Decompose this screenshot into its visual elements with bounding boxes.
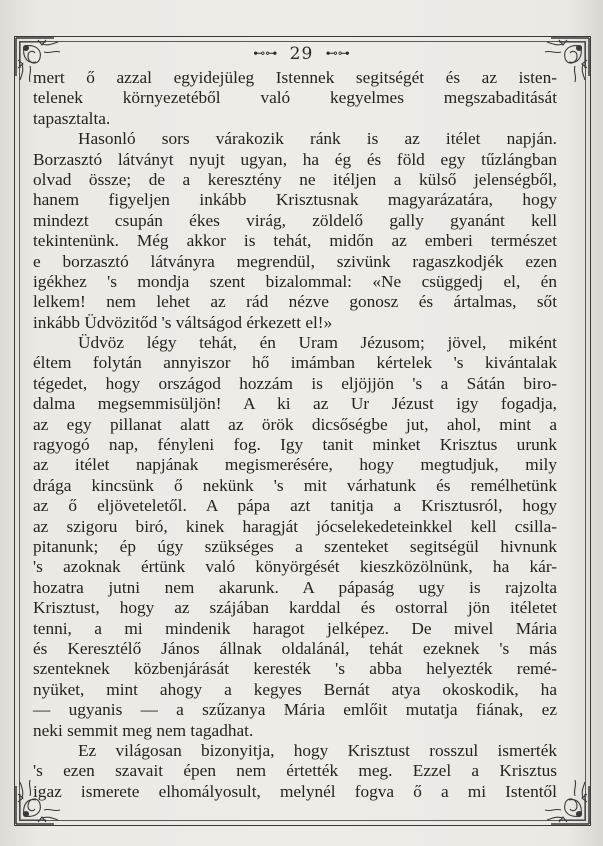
text-line: nyüket, mint ahogy a kegyes Bernát atya okoskodik, ha — [33, 679, 557, 699]
text-line: az szigoru biró, kinek haragját jócselekedeteinkkel kell csilla- — [33, 516, 557, 536]
text-line: mindezt csupán ékes virág, zöldelő gally gyanánt kell — [33, 210, 557, 230]
text-line: és Keresztélő János állnak oldalánál, tehát ezeknek 's más — [33, 638, 557, 658]
header-ornament-right-icon: ⊷⊶ — [325, 46, 350, 60]
text-line: 's ezen szavait épen nem értették meg. Ezzel a Krisztus — [33, 761, 557, 781]
text-line: tenni, a mi mindenik haragot jelképez. De mivel Mária — [33, 618, 557, 638]
text-line: éltem folytán annyiszor hő imámban kértelek 's kivántalak — [33, 353, 557, 373]
text-line: mert ő azzal egyidejüleg Istennek segitségét és az isten- — [33, 68, 557, 87]
text-line: 's azoknak értünk való könyörgését kieszközölnünk, ha kár- — [33, 557, 557, 577]
body-text — [33, 68, 557, 802]
text-line: igaz ismerete elhomályosult, melynél fogva ő a mi Istentől — [33, 781, 557, 801]
page-header — [0, 44, 603, 64]
text-line: szenteknek közbenjárását keresték 's abba helyezték remé- — [33, 659, 557, 679]
text-line: olvad össze; de a keresztény ne itéljen a külső jelenségből, — [33, 169, 557, 189]
text-line: tekintenünk. Még akkor is tehát, midőn az emberi természet — [33, 231, 557, 251]
text-line: az itélet napjának megismerésére, hogy megtudjuk, mily — [33, 455, 557, 475]
text-line: tapasztalta. — [33, 108, 111, 128]
text-line: Krisztust, hogy az szájában karddal és ostorral jön itéletet — [33, 598, 557, 618]
text-line: Üdvöz légy tehát, én Uram Jézusom; jövel, miként — [78, 333, 557, 353]
text-line: inkább Üdvözitőd 's váltságod érkezett el!» — [33, 312, 333, 332]
text-line: hozatra jutni nem akarunk. A pápaság ugy is rajzolta — [33, 577, 557, 597]
text-line: az ő eljöveteletől. A pápa azt tanitja a Krisztusról, hogy — [33, 496, 557, 516]
page-number: 29 — [289, 44, 314, 64]
text-line: az egy pillanat alatt az örök dicsőségbe jut, ahol, mint a — [33, 414, 557, 434]
text-line: e borzasztó látványra megrendül, szivünk ragaszkodjék ezen — [33, 251, 557, 271]
text-line: Hasonló sors várakozik ránk is az itélet napján. — [78, 129, 557, 149]
text-line: pitanunk; ép úgy szükséges a szenteket segitségül hivnunk — [33, 536, 557, 556]
text-line: ragyogó nap, fényleni fog. Igy tanit minket Krisztus urunk — [33, 435, 557, 455]
text-line: igékhez 's mondja szent bizalommal: «Ne csüggedj el, én — [33, 271, 557, 291]
text-line: Ez világosan bizonyitja, hogy Krisztust rosszul ismerték — [78, 740, 557, 760]
header-ornament-left-icon: ⊷⊶ — [253, 46, 278, 60]
text-line: tégedet, hogy országod hozzám is eljöjjön 's a Sátán biro- — [33, 373, 557, 393]
text-line: — ugyanis — a szűzanya Mária emlőit mutatja fiának, ez — [33, 700, 557, 720]
text-line: Borzasztó látványt nyujt ugyan, ha ég és föld egy tűzlángban — [33, 149, 557, 169]
text-line: drága kincsünk ő nekünk 's mit várhatunk és remélhetünk — [33, 475, 557, 495]
text-line: telenek környezetéből való kegyelmes megszabaditását — [33, 88, 557, 108]
text-line: hanem figyeljen inkább Krisztusnak magyarázatára, hogy — [33, 190, 557, 210]
text-line: neki semmit meg nem tagadhat. — [33, 720, 254, 740]
text-line: dalma megsemmisüljön! A ki az Ur Jézust igy fogadja, — [33, 394, 557, 414]
text-line: lelkem! nem lehet az rád nézve gonosz és ártalmas, sőt — [33, 292, 557, 312]
